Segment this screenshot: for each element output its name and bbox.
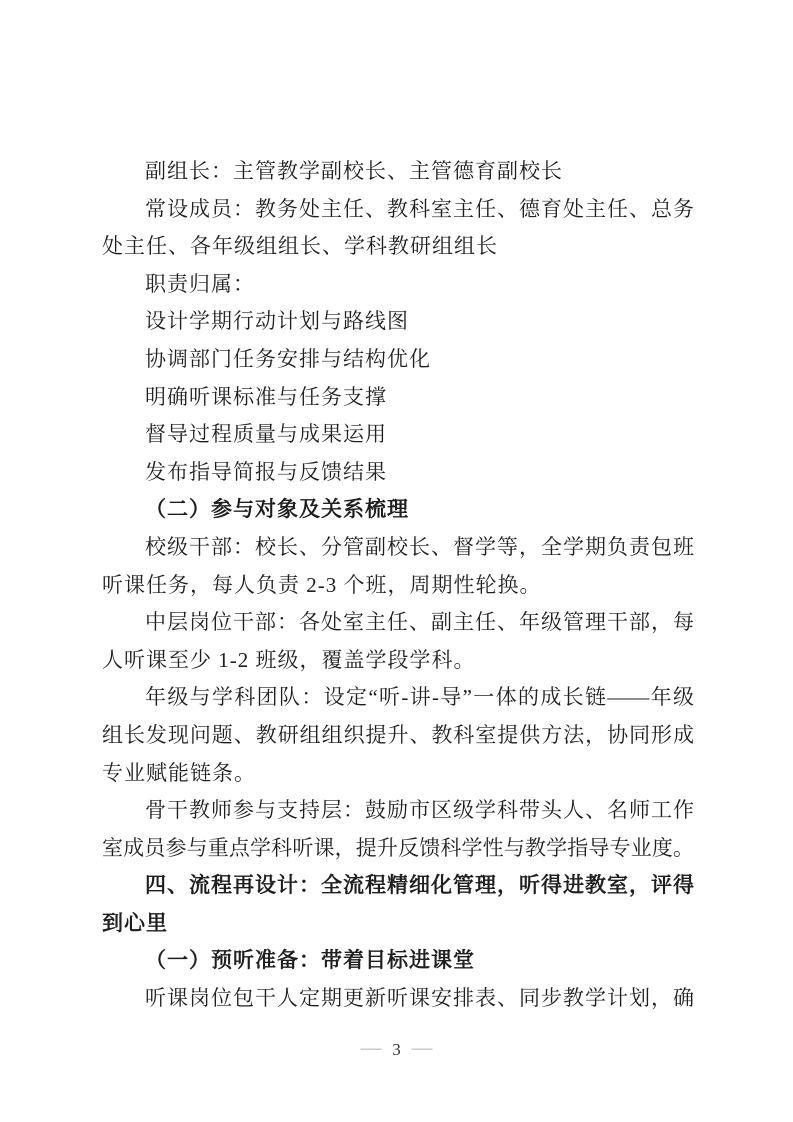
text-line: 专业赋能链条。 — [102, 760, 256, 785]
footer-right-dash: — — [411, 1040, 433, 1057]
text-line: 组长发现问题、教研组组织提升、教科室提供方法，协同形成 — [102, 722, 694, 747]
text-line: 校级干部：校长、分管副校长、督学等，全学期负责包班 — [145, 534, 694, 559]
text-line: 听课岗位包干人定期更新听课安排表、同步教学计划，确 — [145, 986, 694, 1011]
text-line: 副组长：主管教学副校长、主管德育副校长 — [145, 159, 563, 183]
text-line: 协调部门任务安排与结构优化 — [145, 346, 431, 371]
footer-left-dash: — — [360, 1040, 382, 1057]
text-line: 处主任、各年级组组长、学科教研组组长 — [102, 234, 498, 259]
text-line: 明确听课标准与任务支撑 — [145, 384, 387, 409]
text-line: 到心里 — [102, 910, 168, 935]
text-line: 室成员参与重点学科听课，提升反馈科学性与教学指导专业度。 — [102, 835, 694, 860]
text-line: （二）参与对象及关系梳理 — [145, 497, 409, 522]
document-content — [102, 153, 694, 1018]
text-line: 骨干教师参与支持层：鼓励市区级学科带头人、名师工作 — [145, 798, 694, 823]
text-line: 职责归属： — [145, 271, 255, 296]
text-line: 年级与学科团队：设定“听-讲-导”一体的成长链——年级 — [145, 685, 694, 710]
text-line: 听课任务，每人负责 2-3 个班，周期性轮换。 — [102, 572, 542, 597]
text-line: 设计学期行动计划与路线图 — [145, 309, 409, 334]
text-line: 发布指导简报与反馈结果 — [145, 459, 387, 484]
text-line: （一）预听准备：带着目标进课堂 — [145, 948, 475, 973]
page-number: 3 — [392, 1039, 401, 1059]
text-line: 人听课至少 1-2 班级，覆盖学段学科。 — [102, 647, 476, 672]
text-line: 督导过程质量与成果运用 — [145, 422, 387, 447]
text-line: 常设成员：教务处主任、教科室主任、德育处主任、总务 — [145, 196, 694, 221]
page-footer — [0, 1036, 793, 1062]
text-line: 四、流程再设计：全流程精细化管理，听得进教室，评得 — [145, 873, 694, 898]
text-line: 中层岗位干部：各处室主任、副主任、年级管理干部，每 — [145, 610, 694, 635]
